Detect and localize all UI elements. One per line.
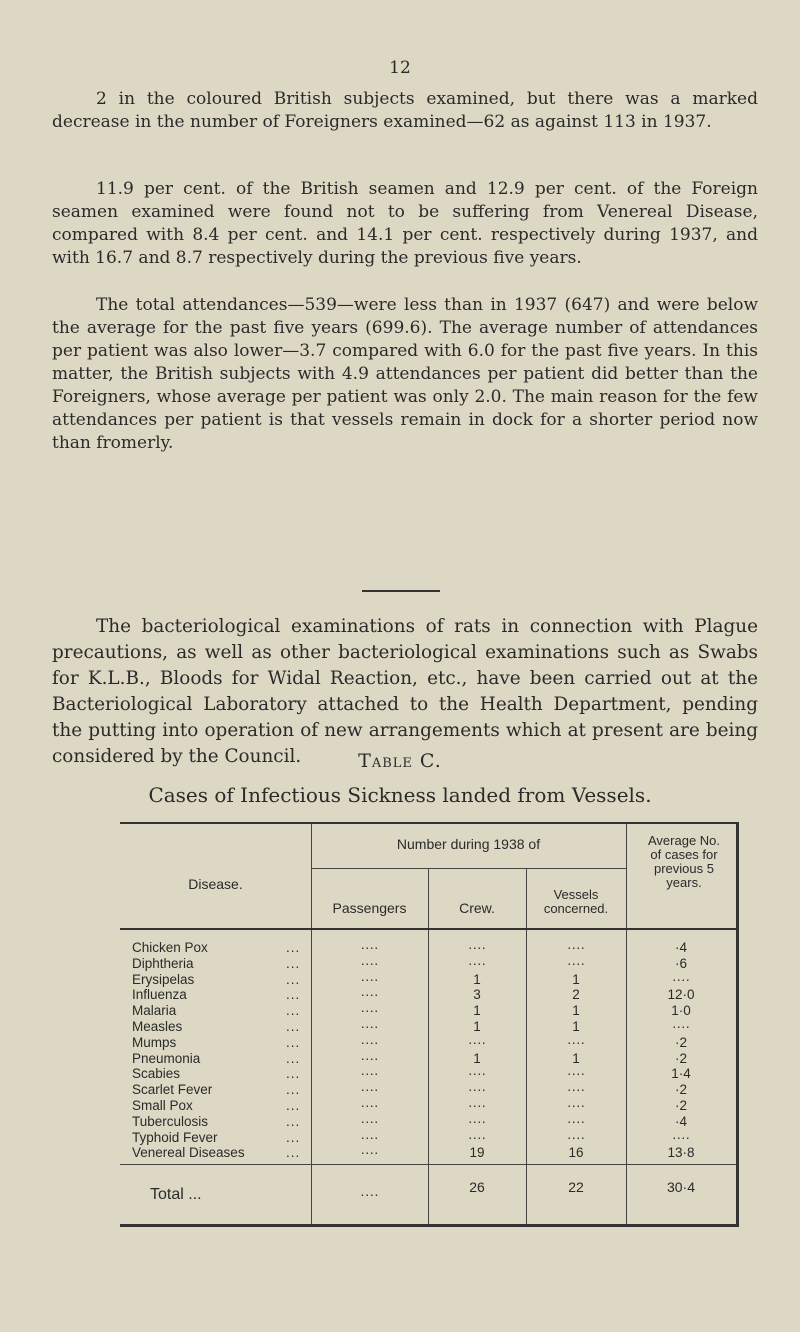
leader-dots: ... xyxy=(286,1129,301,1145)
average-cell: 1·4 xyxy=(671,1066,691,1082)
table-row xyxy=(132,972,312,988)
average-cell: 12·0 xyxy=(667,987,695,1003)
header-vessels: Vessels concerned. xyxy=(543,887,609,916)
total-average: 30·4 xyxy=(666,1179,696,1195)
table-row xyxy=(132,1098,312,1114)
leader-dots: ... xyxy=(286,955,301,971)
total-crew: 26 xyxy=(469,1179,485,1195)
header-crew: Crew. xyxy=(459,900,495,916)
crew-cell: ···· xyxy=(468,1034,486,1050)
table-row xyxy=(132,987,312,1003)
vessels-cell: ···· xyxy=(567,955,585,971)
vessels-cell: ···· xyxy=(567,1129,585,1145)
table-row xyxy=(132,956,312,972)
vessels-cell: ···· xyxy=(567,1034,585,1050)
average-cell: ···· xyxy=(672,1129,690,1145)
vessels-column xyxy=(526,940,626,1161)
disease-name: Pneumonia xyxy=(132,1050,201,1066)
crew-cell: ···· xyxy=(468,940,486,955)
vessels-cell: 2 xyxy=(572,987,580,1003)
average-cell: 1·0 xyxy=(671,1003,691,1019)
paragraph-1: 2 in the coloured British subjects examined, but there was a marked decrease in the number of Foreigners examined—62 as against 113 in 1937. xyxy=(52,89,758,132)
header-number-group: Number during 1938 of xyxy=(396,836,541,852)
vessels-cell: 1 xyxy=(572,1003,580,1019)
disease-name: Venereal Diseases xyxy=(132,1145,245,1161)
disease-name: Measles xyxy=(132,1018,183,1034)
header-subrule xyxy=(311,868,626,869)
passengers-cell: ···· xyxy=(360,971,379,987)
crew-cell: 1 xyxy=(473,1003,481,1019)
paragraph-2: 11.9 per cent. of the British seamen and 12.9 per cent. of the Foreign seamen examined were found not to be suffering from Venereal Disease, compared with 8.4 per cent. and 14.1 per cent. respectively during 1937, and with 16.7 and 8.7 respectively during the previous five years. xyxy=(52,179,758,268)
header-average: Average No. of cases for previous 5 years. xyxy=(647,833,721,890)
table-row xyxy=(132,1035,312,1051)
leader-dots: ... xyxy=(286,1034,301,1050)
passengers-cell: ···· xyxy=(360,1145,379,1161)
vessels-cell: 1 xyxy=(572,1018,580,1034)
vessels-cell: ···· xyxy=(567,1113,585,1129)
crew-cell: ···· xyxy=(468,1066,486,1082)
leader-dots: ... xyxy=(286,987,301,1003)
table-row xyxy=(132,1003,312,1019)
average-cell: ·4 xyxy=(674,1113,687,1129)
average-cell: ·2 xyxy=(674,1082,687,1098)
disease-name: Scarlet Fever xyxy=(132,1082,213,1098)
passengers-cell: ···· xyxy=(360,1050,379,1066)
leader-dots: ... xyxy=(286,1097,301,1113)
disease-name: Small Pox xyxy=(132,1097,193,1113)
passengers-cell: ···· xyxy=(360,955,379,971)
average-cell: ···· xyxy=(672,1018,690,1034)
crew-cell: ···· xyxy=(468,1097,486,1113)
header-passengers: Passengers xyxy=(332,900,407,916)
average-cell: ·4 xyxy=(674,940,687,955)
passengers-cell: ···· xyxy=(360,1113,379,1129)
vessels-cell: 1 xyxy=(572,971,580,987)
table-row xyxy=(132,1130,312,1146)
header-disease: Disease. xyxy=(188,876,243,892)
section-divider xyxy=(362,590,440,592)
vessels-cell: ···· xyxy=(567,1097,585,1113)
average-cell: ·6 xyxy=(674,955,687,971)
disease-name: Mumps xyxy=(132,1034,177,1050)
crew-cell: ···· xyxy=(468,1129,486,1145)
crew-column xyxy=(428,940,526,1161)
vessels-cell: 1 xyxy=(572,1050,580,1066)
disease-name: Scabies xyxy=(132,1066,181,1082)
passengers-cell: ···· xyxy=(360,1082,379,1098)
paragraph-4: The bacteriological examinations of rats in connection with Plague precautions, as well as other bacteriological examinations such as Swabs for K.L.B., Bloods for Widal Reaction, etc., have been carried out at the Bacteriological Laboratory attached to the Health Department, pending the putting into operation of new arrangements which at present are being considered by the Council. xyxy=(52,616,758,767)
crew-cell: 1 xyxy=(473,1018,481,1034)
total-passengers: ···· xyxy=(360,1186,379,1202)
passengers-cell: ···· xyxy=(360,1003,379,1019)
table-row xyxy=(132,1051,312,1067)
leader-dots: ... xyxy=(286,1145,301,1161)
crew-cell: ···· xyxy=(468,955,486,971)
average-column xyxy=(626,940,736,1161)
vessels-cell: ···· xyxy=(567,1066,585,1082)
passengers-cell: ···· xyxy=(360,1129,379,1145)
disease-name: Tuberculosis xyxy=(132,1113,209,1129)
passengers-cell: ···· xyxy=(360,1097,379,1113)
average-cell: ·2 xyxy=(674,1034,687,1050)
leader-dots: ... xyxy=(286,1050,301,1066)
table-title: Cases of Infectious Sickness landed from Vessels. xyxy=(148,783,652,807)
passengers-cell: ···· xyxy=(360,1034,379,1050)
average-cell: 13·8 xyxy=(667,1145,695,1161)
passengers-cell: ···· xyxy=(360,940,379,955)
table-row xyxy=(132,1019,312,1035)
total-vessels: 22 xyxy=(568,1179,584,1195)
crew-cell: 1 xyxy=(473,971,481,987)
disease-name: Influenza xyxy=(132,987,187,1003)
page-number: 12 xyxy=(389,58,411,78)
table-row xyxy=(132,1145,312,1161)
average-cell: ···· xyxy=(672,971,690,987)
leader-dots: ... xyxy=(286,1113,301,1129)
disease-name: Chicken Pox xyxy=(132,940,208,955)
infectious-sickness-table xyxy=(120,822,739,1227)
crew-cell: ···· xyxy=(468,1082,486,1098)
crew-cell: ···· xyxy=(468,1113,486,1129)
disease-name: Diphtheria xyxy=(132,955,194,971)
total-label: Total ... xyxy=(150,1186,202,1203)
passengers-cell: ···· xyxy=(360,1018,379,1034)
disease-name: Malaria xyxy=(132,1003,177,1019)
passengers-column xyxy=(311,940,428,1161)
leader-dots: ... xyxy=(286,1018,301,1034)
disease-name: Typhoid Fever xyxy=(132,1129,218,1145)
leader-dots: ... xyxy=(286,1082,301,1098)
average-cell: ·2 xyxy=(674,1097,687,1113)
crew-cell: 19 xyxy=(469,1145,485,1161)
total-rule xyxy=(120,1164,736,1165)
disease-list xyxy=(132,940,312,1161)
table-row xyxy=(132,1066,312,1082)
leader-dots: ... xyxy=(286,971,301,987)
table-row xyxy=(132,1114,312,1130)
table-row xyxy=(132,940,312,956)
header-rule xyxy=(120,928,736,930)
paragraph-3: The total attendances—539—were less than in 1937 (647) and were below the average for the past five years (699.6). The average number of attendances per patient was also lower—3.7 compared with 6.0 for the past five years. In this matter, the British subjects with 4.9 attendances per patient did better than the Foreigners, whose average per patient was only 2.0. The main reason for the few attendances per patient is that vessels remain in dock for a shorter period now than fromerly. xyxy=(52,295,758,453)
vessels-cell: ···· xyxy=(567,1082,585,1098)
disease-name: Erysipelas xyxy=(132,971,195,987)
table-row xyxy=(132,1082,312,1098)
table-label: Table C. xyxy=(358,750,442,772)
vessels-cell: ···· xyxy=(567,940,585,955)
passengers-cell: ···· xyxy=(360,1066,379,1082)
crew-cell: 1 xyxy=(473,1050,481,1066)
passengers-cell: ···· xyxy=(360,987,379,1003)
leader-dots: ... xyxy=(286,1066,301,1082)
average-cell: ·2 xyxy=(674,1050,687,1066)
vessels-cell: 16 xyxy=(568,1145,584,1161)
leader-dots: ... xyxy=(286,940,301,955)
crew-cell: 3 xyxy=(473,987,481,1003)
leader-dots: ... xyxy=(286,1003,301,1019)
